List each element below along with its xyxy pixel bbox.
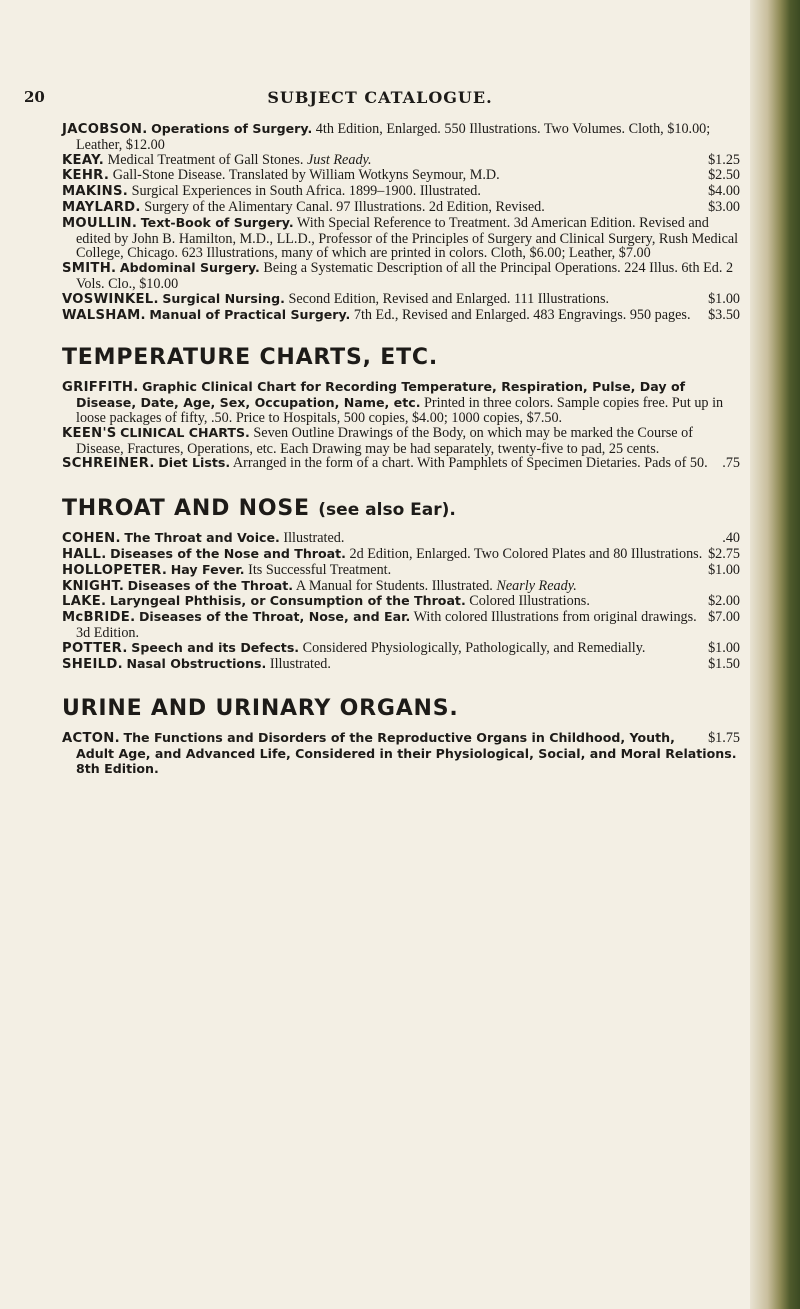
catalogue-entry	[62, 531, 740, 547]
entry-price: $3.50	[708, 306, 740, 323]
entry-description: With Special Reference to Treatment. 3d American Edition. Revised and edited by John B. Hamilton, M.D., LL.D., Professor of the Principles of Surgery and Clinical Surgery, Rush Medical College, Chicago. 623 Illustrations, many of which are printed in colors. Cloth, $6.00; Leather, $7.00	[76, 214, 739, 262]
entry-price: $4.00	[708, 183, 740, 200]
entry-description: Printed in three colors. Sample copies free. Put up in loose packages of fifty, .50. Price to Hospitals, 500 copies, $4.00; 1000 copies, $7.50.	[76, 395, 724, 426]
entry-title: Hay Fever.	[170, 561, 245, 577]
entry-price: $1.50	[708, 655, 740, 672]
entry-author: KEAY.	[62, 152, 105, 168]
catalogue-entry	[62, 122, 740, 153]
entry-author: LAKE.	[62, 594, 107, 610]
entry-author: HOLLOPETER.	[62, 562, 168, 578]
section-heading-note: (see also Ear).	[318, 500, 456, 521]
entry-title: Manual of Practical Surgery.	[149, 306, 351, 322]
entry-description: Being a Systematic Description of all the Principal Operations. 224 Illus. 6th Ed. 2 Vols. Clo., $10.00	[76, 260, 734, 292]
section-throat-and-nose	[62, 531, 740, 672]
entry-title: Abdominal Surgery.	[119, 260, 260, 276]
entry-price: $1.00	[708, 639, 740, 656]
entry-title: Diseases of the Throat, Nose, and Ear.	[138, 609, 411, 625]
entry-author: MOULLIN.	[62, 215, 138, 231]
entry-description: A Manual for Students. Illustrated.	[295, 577, 493, 594]
entry-description: Medical Treatment of Gall Stones.	[107, 151, 304, 168]
entry-price: $1.75	[708, 730, 740, 747]
entry-title: Diet Lists.	[158, 455, 231, 471]
entry-author: COHEN.	[62, 531, 121, 547]
entry-price: $2.00	[708, 593, 740, 610]
entry-author: SMITH.	[62, 261, 117, 277]
entry-description: Considered Physiologically, Pathologically, and Remedially.	[302, 639, 646, 656]
entry-description: Colored Illustrations.	[469, 593, 590, 610]
section-heading-temperature-charts: TEMPERATURE CHARTS, ETC.	[62, 345, 438, 371]
entry-price: $1.00	[708, 561, 740, 578]
entry-title: Graphic Clinical Chart for Recording Temperature, Respiration, Pulse, Day of Disease, Date, Age, Sex, Occupation, Name, etc.	[76, 379, 686, 411]
entry-title: Diseases of the Nose and Throat.	[110, 545, 346, 561]
catalogue-entry	[62, 168, 740, 184]
section-temperature-charts	[62, 380, 740, 472]
entry-description: With colored Illustrations from original drawings. 3d Edition.	[76, 609, 697, 641]
catalogue-entry	[62, 563, 740, 579]
entry-title: Speech and its Defects.	[131, 639, 300, 655]
entry-author: GRIFFITH.	[62, 380, 139, 396]
entry-author: ACTON.	[62, 731, 120, 747]
page-number: 20	[24, 88, 45, 106]
catalogue-entry	[62, 153, 740, 169]
entry-title: Text-Book of Surgery.	[140, 214, 294, 230]
entry-author: KEEN'S	[62, 425, 117, 441]
entry-description: Arranged in the form of a chart. With Pamphlets of Specimen Dietaries. Pads of 50.	[232, 455, 708, 472]
entry-author: MAYLARD.	[62, 199, 141, 215]
catalogue-entry	[62, 641, 740, 657]
entry-description: Illustrated.	[283, 530, 345, 547]
entry-title: The Throat and Voice.	[124, 530, 280, 546]
entry-description: 7th Ed., Revised and Enlarged. 483 Engravings. 950 pages.	[353, 306, 691, 323]
entry-author: SHEILD.	[62, 656, 123, 672]
entry-price: $2.75	[708, 545, 740, 562]
catalogue-entry	[62, 610, 740, 641]
section-heading-throat-and-nose: THROAT AND NOSE (see also Ear).	[62, 496, 456, 522]
entry-description: Illustrated.	[269, 655, 331, 672]
entry-author: VOSWINKEL.	[62, 291, 159, 307]
entry-author: SCHREINER.	[62, 456, 155, 472]
entry-title: Diseases of the Throat.	[127, 577, 294, 593]
section-urine-and-urinary-organs	[62, 731, 740, 776]
entry-description: Gall-Stone Disease. Translated by William Wotkyns Seymour, M.D.	[112, 167, 500, 184]
entry-author: KNIGHT.	[62, 578, 125, 594]
entry-title: CLINICAL CHARTS.	[120, 424, 250, 440]
entry-price: .40	[722, 530, 740, 547]
entry-description: Second Edition, Revised and Enlarged. 111 Illustrations.	[288, 290, 610, 307]
entry-status: Nearly Ready.	[496, 577, 577, 594]
entry-price: .75	[722, 455, 740, 472]
section-surgery	[62, 122, 740, 323]
entry-description: Its Successful Treatment.	[248, 561, 392, 578]
catalogue-entry	[62, 547, 740, 563]
entry-description: Seven Outline Drawings of the Body, on which may be marked the Course of Disease, Fractures, Operations, etc. Each Drawing may be had separately, twenty-five to pad, 25 cents.	[76, 424, 693, 457]
catalogue-entry	[62, 657, 740, 673]
entry-title: Nasal Obstructions.	[126, 655, 267, 671]
page-header	[0, 88, 760, 112]
catalogue-entry	[62, 216, 740, 261]
catalogue-entry	[62, 456, 740, 472]
section-heading-urine-and-urinary-organs: URINE AND URINARY ORGANS.	[62, 696, 459, 722]
entry-price: $2.50	[708, 167, 740, 184]
catalogue-entry	[62, 594, 740, 610]
catalogue-entry	[62, 579, 740, 595]
entry-author: HALL.	[62, 546, 107, 562]
catalogue-entry	[62, 184, 740, 200]
catalogue-content	[62, 122, 740, 777]
entry-price: $1.25	[708, 151, 740, 168]
entry-author: WALSHAM.	[62, 307, 146, 323]
entry-title: Laryngeal Phthisis, or Consumption of the Throat.	[109, 593, 466, 609]
entry-description: Surgical Experiences in South Africa. 1899–1900. Illustrated.	[131, 183, 481, 200]
entry-price: $3.00	[708, 198, 740, 215]
entry-description: Surgery of the Alimentary Canal. 97 Illustrations. 2d Edition, Revised.	[144, 198, 545, 215]
catalogue-entry	[62, 731, 740, 776]
entry-author: KEHR.	[62, 168, 110, 184]
entry-author: MAKINS.	[62, 184, 129, 200]
entry-title: Surgical Nursing.	[162, 290, 285, 306]
entry-title: Operations of Surgery.	[151, 121, 313, 136]
entry-status: Just Ready.	[306, 151, 372, 168]
entry-description: 4th Edition, Enlarged. 550 Illustrations. Two Volumes. Cloth, $10.00; Leather, $12.00	[76, 121, 711, 153]
entry-author: JACOBSON.	[62, 122, 148, 137]
catalogue-entry	[62, 426, 740, 457]
catalogue-entry	[62, 261, 740, 292]
running-title: SUBJECT CATALOGUE.	[267, 88, 493, 107]
entry-price: $7.00	[708, 609, 740, 626]
catalogue-entry	[62, 308, 740, 324]
page-edge	[750, 0, 800, 1309]
catalogue-entry	[62, 380, 740, 425]
entry-price: $1.00	[708, 290, 740, 307]
entry-author: POTTER.	[62, 640, 128, 656]
entry-description: 2d Edition, Enlarged. Two Colored Plates and 80 Illustrations.	[349, 545, 703, 562]
catalogue-entry	[62, 292, 740, 308]
catalogue-entry	[62, 200, 740, 216]
entry-author: McBRIDE.	[62, 610, 136, 626]
entry-title: The Functions and Disorders of the Reproductive Organs in Childhood, Youth, Adult Age, and Advanced Life, Considered in their Physiological, Social, and Moral Relations. 8th Edition.	[76, 730, 737, 776]
